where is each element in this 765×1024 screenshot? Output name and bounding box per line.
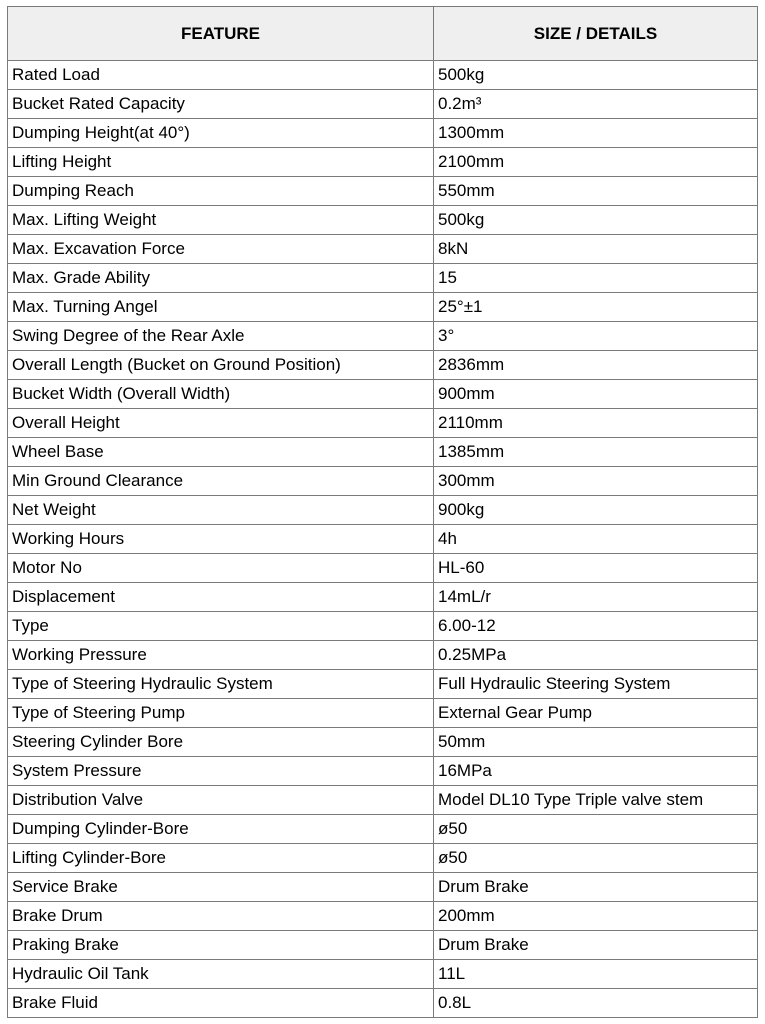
feature-cell: Type — [8, 612, 434, 641]
table-row — [8, 699, 758, 728]
details-cell: 4h — [434, 525, 758, 554]
details-cell: 900mm — [434, 380, 758, 409]
table-row — [8, 641, 758, 670]
details-cell: 2100mm — [434, 148, 758, 177]
feature-cell: Swing Degree of the Rear Axle — [8, 322, 434, 351]
table-row — [8, 554, 758, 583]
table-row — [8, 757, 758, 786]
feature-cell: Overall Height — [8, 409, 434, 438]
feature-cell: Dumping Reach — [8, 177, 434, 206]
details-cell: 25°±1 — [434, 293, 758, 322]
spec-table — [7, 6, 758, 1018]
table-row — [8, 496, 758, 525]
feature-cell: Steering Cylinder Bore — [8, 728, 434, 757]
details-cell: Full Hydraulic Steering System — [434, 670, 758, 699]
table-row — [8, 177, 758, 206]
feature-cell: Min Ground Clearance — [8, 467, 434, 496]
header-details: SIZE / DETAILS — [434, 7, 758, 61]
feature-cell: Dumping Cylinder-Bore — [8, 815, 434, 844]
table-row — [8, 989, 758, 1018]
details-cell: 1300mm — [434, 119, 758, 148]
details-cell: 15 — [434, 264, 758, 293]
table-row — [8, 960, 758, 989]
feature-cell: Dumping Height(at 40°) — [8, 119, 434, 148]
table-row — [8, 902, 758, 931]
details-cell: 500kg — [434, 61, 758, 90]
feature-cell: Lifting Height — [8, 148, 434, 177]
table-row — [8, 786, 758, 815]
header-feature: FEATURE — [8, 7, 434, 61]
details-cell: 2110mm — [434, 409, 758, 438]
details-cell: Drum Brake — [434, 931, 758, 960]
details-cell: HL-60 — [434, 554, 758, 583]
details-cell: 300mm — [434, 467, 758, 496]
feature-cell: Working Pressure — [8, 641, 434, 670]
details-cell: 550mm — [434, 177, 758, 206]
table-row — [8, 61, 758, 90]
feature-cell: Brake Fluid — [8, 989, 434, 1018]
details-cell: 900kg — [434, 496, 758, 525]
details-cell: External Gear Pump — [434, 699, 758, 728]
feature-cell: Net Weight — [8, 496, 434, 525]
details-cell: Drum Brake — [434, 873, 758, 902]
table-row — [8, 235, 758, 264]
feature-cell: Wheel Base — [8, 438, 434, 467]
details-cell: 200mm — [434, 902, 758, 931]
table-row — [8, 293, 758, 322]
table-row — [8, 844, 758, 873]
feature-cell: Max. Turning Angel — [8, 293, 434, 322]
feature-cell: Working Hours — [8, 525, 434, 554]
feature-cell: Max. Lifting Weight — [8, 206, 434, 235]
details-cell: 50mm — [434, 728, 758, 757]
details-cell: Model DL10 Type Triple valve stem — [434, 786, 758, 815]
table-row — [8, 148, 758, 177]
table-row — [8, 206, 758, 235]
details-cell: 16MPa — [434, 757, 758, 786]
table-row — [8, 119, 758, 148]
feature-cell: Hydraulic Oil Tank — [8, 960, 434, 989]
feature-cell: Rated Load — [8, 61, 434, 90]
table-row — [8, 728, 758, 757]
feature-cell: Brake Drum — [8, 902, 434, 931]
feature-cell: Praking Brake — [8, 931, 434, 960]
feature-cell: Lifting Cylinder-Bore — [8, 844, 434, 873]
header-row — [8, 7, 758, 61]
feature-cell: Max. Grade Ability — [8, 264, 434, 293]
table-row — [8, 351, 758, 380]
table-row — [8, 90, 758, 119]
feature-cell: Bucket Width (Overall Width) — [8, 380, 434, 409]
table-row — [8, 873, 758, 902]
feature-cell: Max. Excavation Force — [8, 235, 434, 264]
details-cell: 1385mm — [434, 438, 758, 467]
details-cell: 2836mm — [434, 351, 758, 380]
feature-cell: Type of Steering Pump — [8, 699, 434, 728]
details-cell: 6.00-12 — [434, 612, 758, 641]
table-row — [8, 612, 758, 641]
table-row — [8, 322, 758, 351]
details-cell: 500kg — [434, 206, 758, 235]
feature-cell: Type of Steering Hydraulic System — [8, 670, 434, 699]
feature-cell: Motor No — [8, 554, 434, 583]
feature-cell: Overall Length (Bucket on Ground Position) — [8, 351, 434, 380]
spec-table-body — [8, 61, 758, 1018]
table-row — [8, 525, 758, 554]
table-row — [8, 380, 758, 409]
table-row — [8, 264, 758, 293]
table-row — [8, 815, 758, 844]
table-row — [8, 409, 758, 438]
feature-cell: Displacement — [8, 583, 434, 612]
details-cell: 14mL/r — [434, 583, 758, 612]
details-cell: 0.25MPa — [434, 641, 758, 670]
feature-cell: System Pressure — [8, 757, 434, 786]
table-row — [8, 670, 758, 699]
table-row — [8, 467, 758, 496]
details-cell: 8kN — [434, 235, 758, 264]
feature-cell: Distribution Valve — [8, 786, 434, 815]
details-cell: 3° — [434, 322, 758, 351]
details-cell: ø50 — [434, 844, 758, 873]
details-cell: 11L — [434, 960, 758, 989]
table-row — [8, 438, 758, 467]
details-cell: 0.2m³ — [434, 90, 758, 119]
feature-cell: Bucket Rated Capacity — [8, 90, 434, 119]
feature-cell: Service Brake — [8, 873, 434, 902]
details-cell: ø50 — [434, 815, 758, 844]
details-cell: 0.8L — [434, 989, 758, 1018]
table-row — [8, 583, 758, 612]
table-row — [8, 931, 758, 960]
